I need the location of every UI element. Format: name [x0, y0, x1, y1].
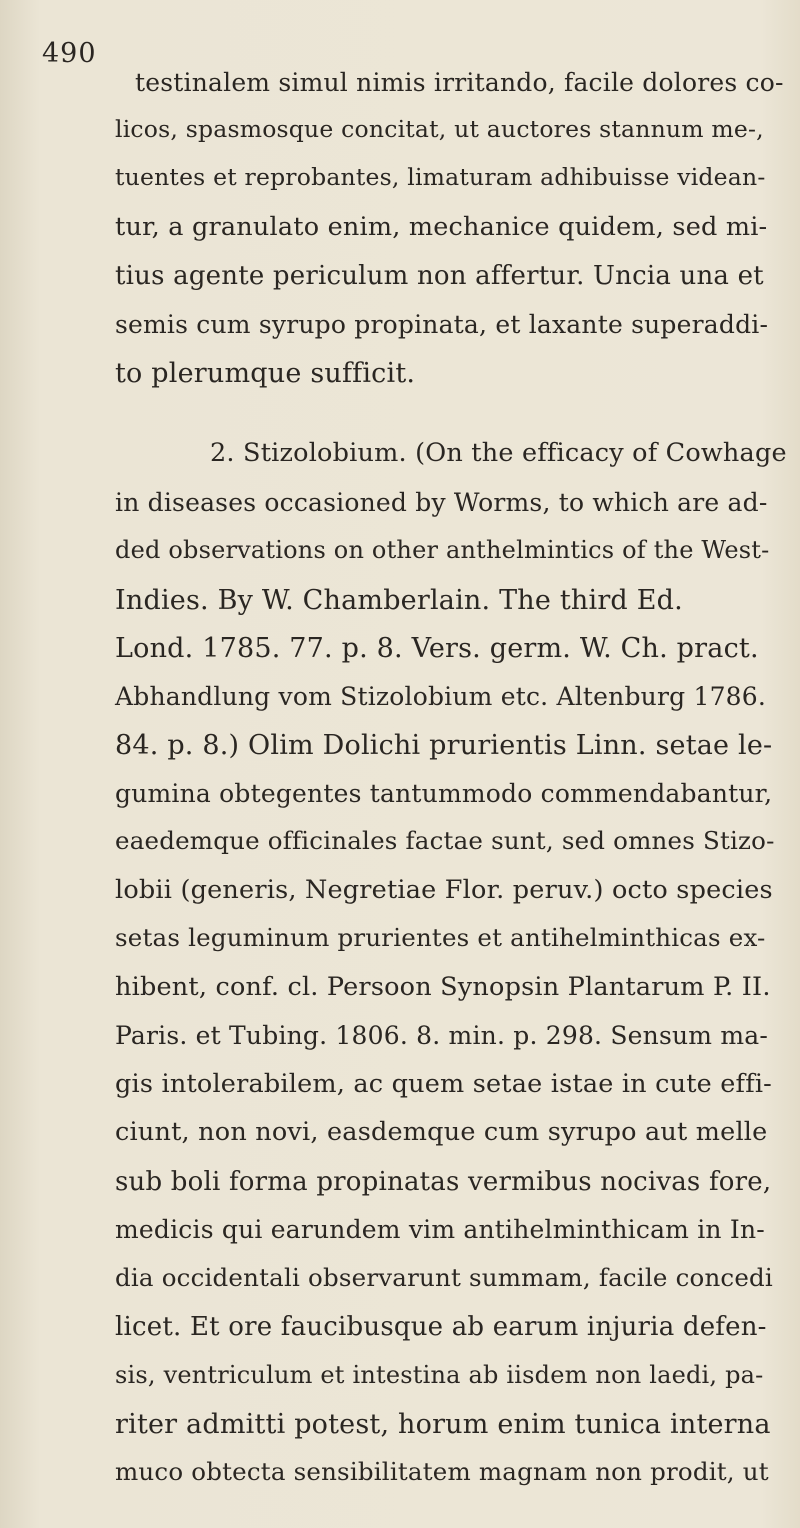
- text-line: setas leguminum prurientes et antihelminthicas ex-: [115, 923, 766, 952]
- text-line: Abhandlung vom Stizolobium etc. Altenburg 1786.: [115, 682, 767, 711]
- section-heading-line: 2. Stizolobium. (On the efficacy of Cowhage: [210, 438, 787, 468]
- text-line: riter admitti potest, horum enim tunica interna: [115, 1409, 771, 1440]
- text-line: dia occidentali observarunt summam, facile concedi: [115, 1263, 773, 1292]
- text-line: lobii (generis, Negretiae Flor. peruv.) octo species: [115, 875, 773, 905]
- text-line: tius agente periculum non affertur. Uncia una et: [115, 261, 764, 291]
- text-line: muco obtecta sensibilitatem magnam non prodit, ut: [115, 1457, 769, 1486]
- text-line: Lond. 1785. 77. p. 8. Vers. germ. W. Ch. pract.: [115, 633, 759, 664]
- text-line: Paris. et Tubing. 1806. 8. min. p. 298. Sensum ma-: [115, 1021, 769, 1050]
- page-number: 490: [42, 38, 97, 69]
- text-line: to plerumque sufficit.: [115, 358, 416, 389]
- text-line: eaedemque officinales factae sunt, sed omnes Stizo-: [115, 826, 775, 855]
- text-line: sub boli forma propinatas vermibus nocivas fore,: [115, 1167, 772, 1197]
- text-line: medicis qui earundem vim antihelminthicam in In-: [115, 1215, 765, 1244]
- text-line: licet. Et ore faucibusque ab earum injuria defen-: [115, 1312, 767, 1342]
- text-line: ded observations on other anthelmintics of the West-: [115, 536, 770, 564]
- text-line: hibent, conf. cl. Persoon Synopsin Plantarum P. II.: [115, 972, 771, 1002]
- text-line: Indies. By W. Chamberlain. The third Ed.: [115, 585, 683, 616]
- text-line: in diseases occasioned by Worms, to which are ad-: [115, 488, 768, 517]
- text-line: testinalem simul nimis irritando, facile dolores co-: [135, 68, 784, 97]
- text-line: licos, spasmosque concitat, ut auctores stannum me-,: [115, 115, 764, 143]
- text-line: tuentes et reprobantes, limaturam adhibuisse videan-: [115, 163, 766, 191]
- text-line: gis intolerabilem, ac quem setae istae in cute effi-: [115, 1069, 773, 1099]
- text-line: sis, ventriculum et intestina ab iisdem non laedi, pa-: [115, 1361, 764, 1389]
- text-line: ciunt, non novi, easdemque cum syrupo aut melle: [115, 1117, 768, 1147]
- text-line: gumina obtegentes tantummodo commendabantur,: [115, 779, 773, 808]
- text-line: semis cum syrupo propinata, et laxante superaddi-: [115, 310, 769, 339]
- text-line: 84. p. 8.) Olim Dolichi prurientis Linn. setae le-: [115, 730, 773, 761]
- text-line: tur, a granulato enim, mechanice quidem, sed mi-: [115, 212, 768, 242]
